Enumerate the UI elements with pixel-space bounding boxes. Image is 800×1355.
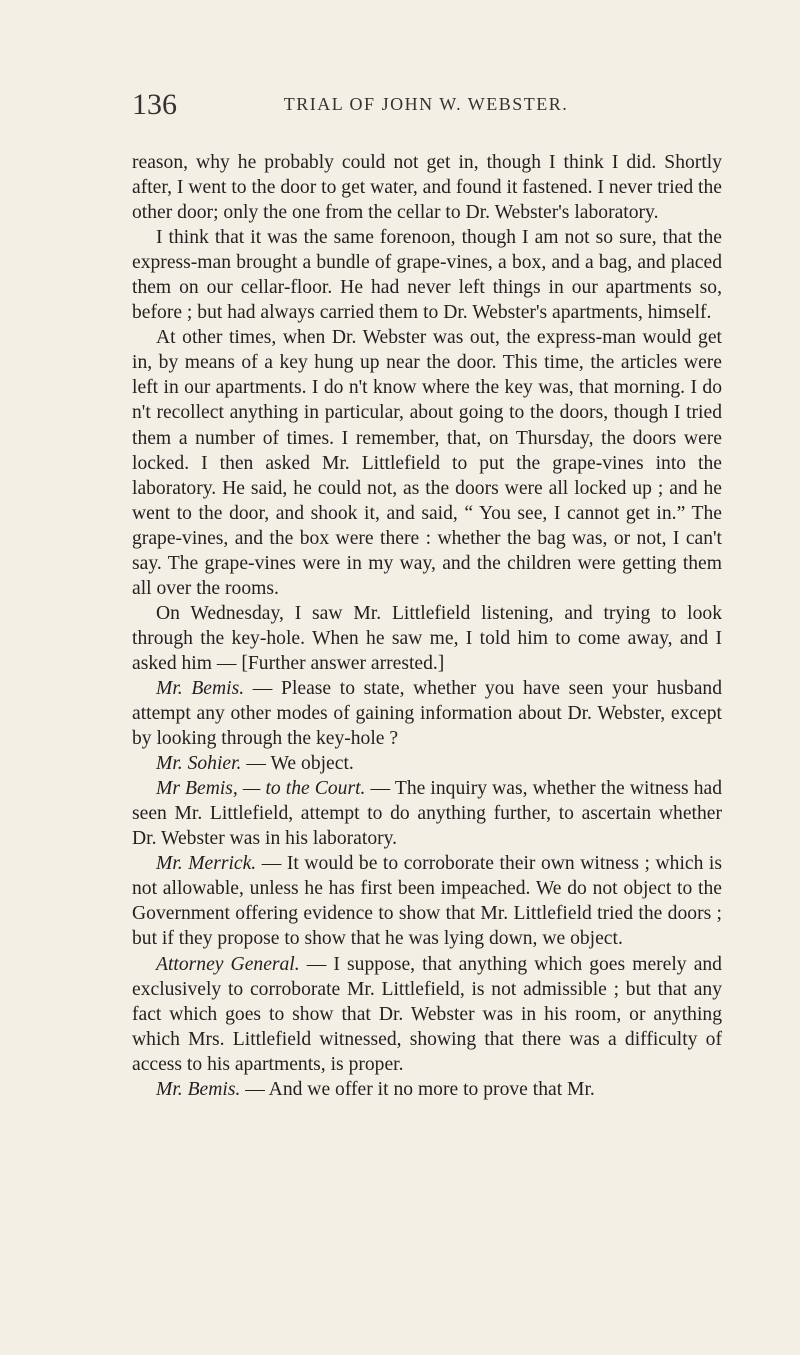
body-text bbox=[132, 150, 722, 1102]
speaker-name: Mr Bemis, — to the Court. bbox=[156, 778, 366, 800]
paragraph: I think that it was the same forenoon, though I am not so sure, that the express-man brought a bundle of grape-vines, a box, and a bag, and placed them on our cellar-floor. He had never left things in our apartments so, before ; but had always carried them to Dr. Webster's apartments, himself. bbox=[132, 227, 722, 324]
speaker-name: Attorney General. bbox=[156, 953, 300, 975]
page-number: 136 bbox=[132, 88, 177, 121]
paragraph: Mr. Bemis. — And we offer it no more to prove that Mr. bbox=[156, 1078, 595, 1100]
speaker-name: Mr. Sohier. bbox=[156, 753, 242, 775]
page-header bbox=[132, 88, 720, 128]
speaker-name: Mr. Bemis. bbox=[156, 677, 245, 699]
paragraph: Attorney General. — I suppose, that anything which goes merely and exclusively to corroborate Mr. Littlefield, is not admissible ; but that any fact which goes to show that Dr. Webster was in his room, or anything which Mrs. Littlefield witnessed, showing that there was a difficulty of access to his apartments, is proper. bbox=[132, 953, 722, 1075]
paragraph: Mr. Merrick. — It would be to corroborate their own witness ; which is not allowable, unless he has first been impeached. We do not object to the Government offering evidence to show that Mr. Littlefield tried the doors ; but if they propose to show that he was lying down, we object. bbox=[132, 853, 723, 950]
speaker-name: Mr. Merrick. bbox=[156, 853, 257, 875]
speaker-name: Mr. Bemis. bbox=[156, 1078, 241, 1100]
running-title: TRIAL OF JOHN W. WEBSTER. bbox=[283, 94, 569, 114]
paragraph: Mr. Sohier. — We object. bbox=[156, 753, 354, 775]
paragraph: Mr. Bemis. — Please to state, whether you have seen your husband attempt any other modes of gaining information about Dr. Webster, except by looking through the key-hole ? bbox=[132, 677, 722, 750]
paragraph: reason, why he probably could not get in, though I think I did. Shortly after, I went to the door to get water, and found it fastened. I never tried the other door; only the one from the cellar to Dr. Webster's laboratory. bbox=[132, 152, 722, 224]
paragraph: On Wednesday, I saw Mr. Littlefield listening, and trying to look through the key-hole. When he saw me, I told him to come away, and I asked him — [Further answer arrested.] bbox=[132, 602, 722, 674]
paragraph: At other times, when Dr. Webster was out, the express-man would get in, by means of a key hung up near the door. This time, the articles were left in our apartments. I do n't know where the key was, that morning. I do n't recollect anything in particular, about going to the doors, though I tried them a number of times. I remember, that, on Thursday, the doors were locked. I then asked Mr. Littlefield to put the grape-vines into the laboratory. He said, he could not, as the doors were all locked up ; and he went to the door, and shook it, and said, “ You see, I cannot get in.” The grape-vines, and the box were there : whether the bag was, or not, I can't say. The grape-vines were in my way, and the children were getting them all over the rooms. bbox=[132, 327, 722, 599]
paragraph: Mr Bemis, — to the Court. — The inquiry was, whether the witness had seen Mr. Littlefield, attempt to do anything further, to ascertain whether Dr. Webster was in his laboratory. bbox=[132, 778, 722, 850]
